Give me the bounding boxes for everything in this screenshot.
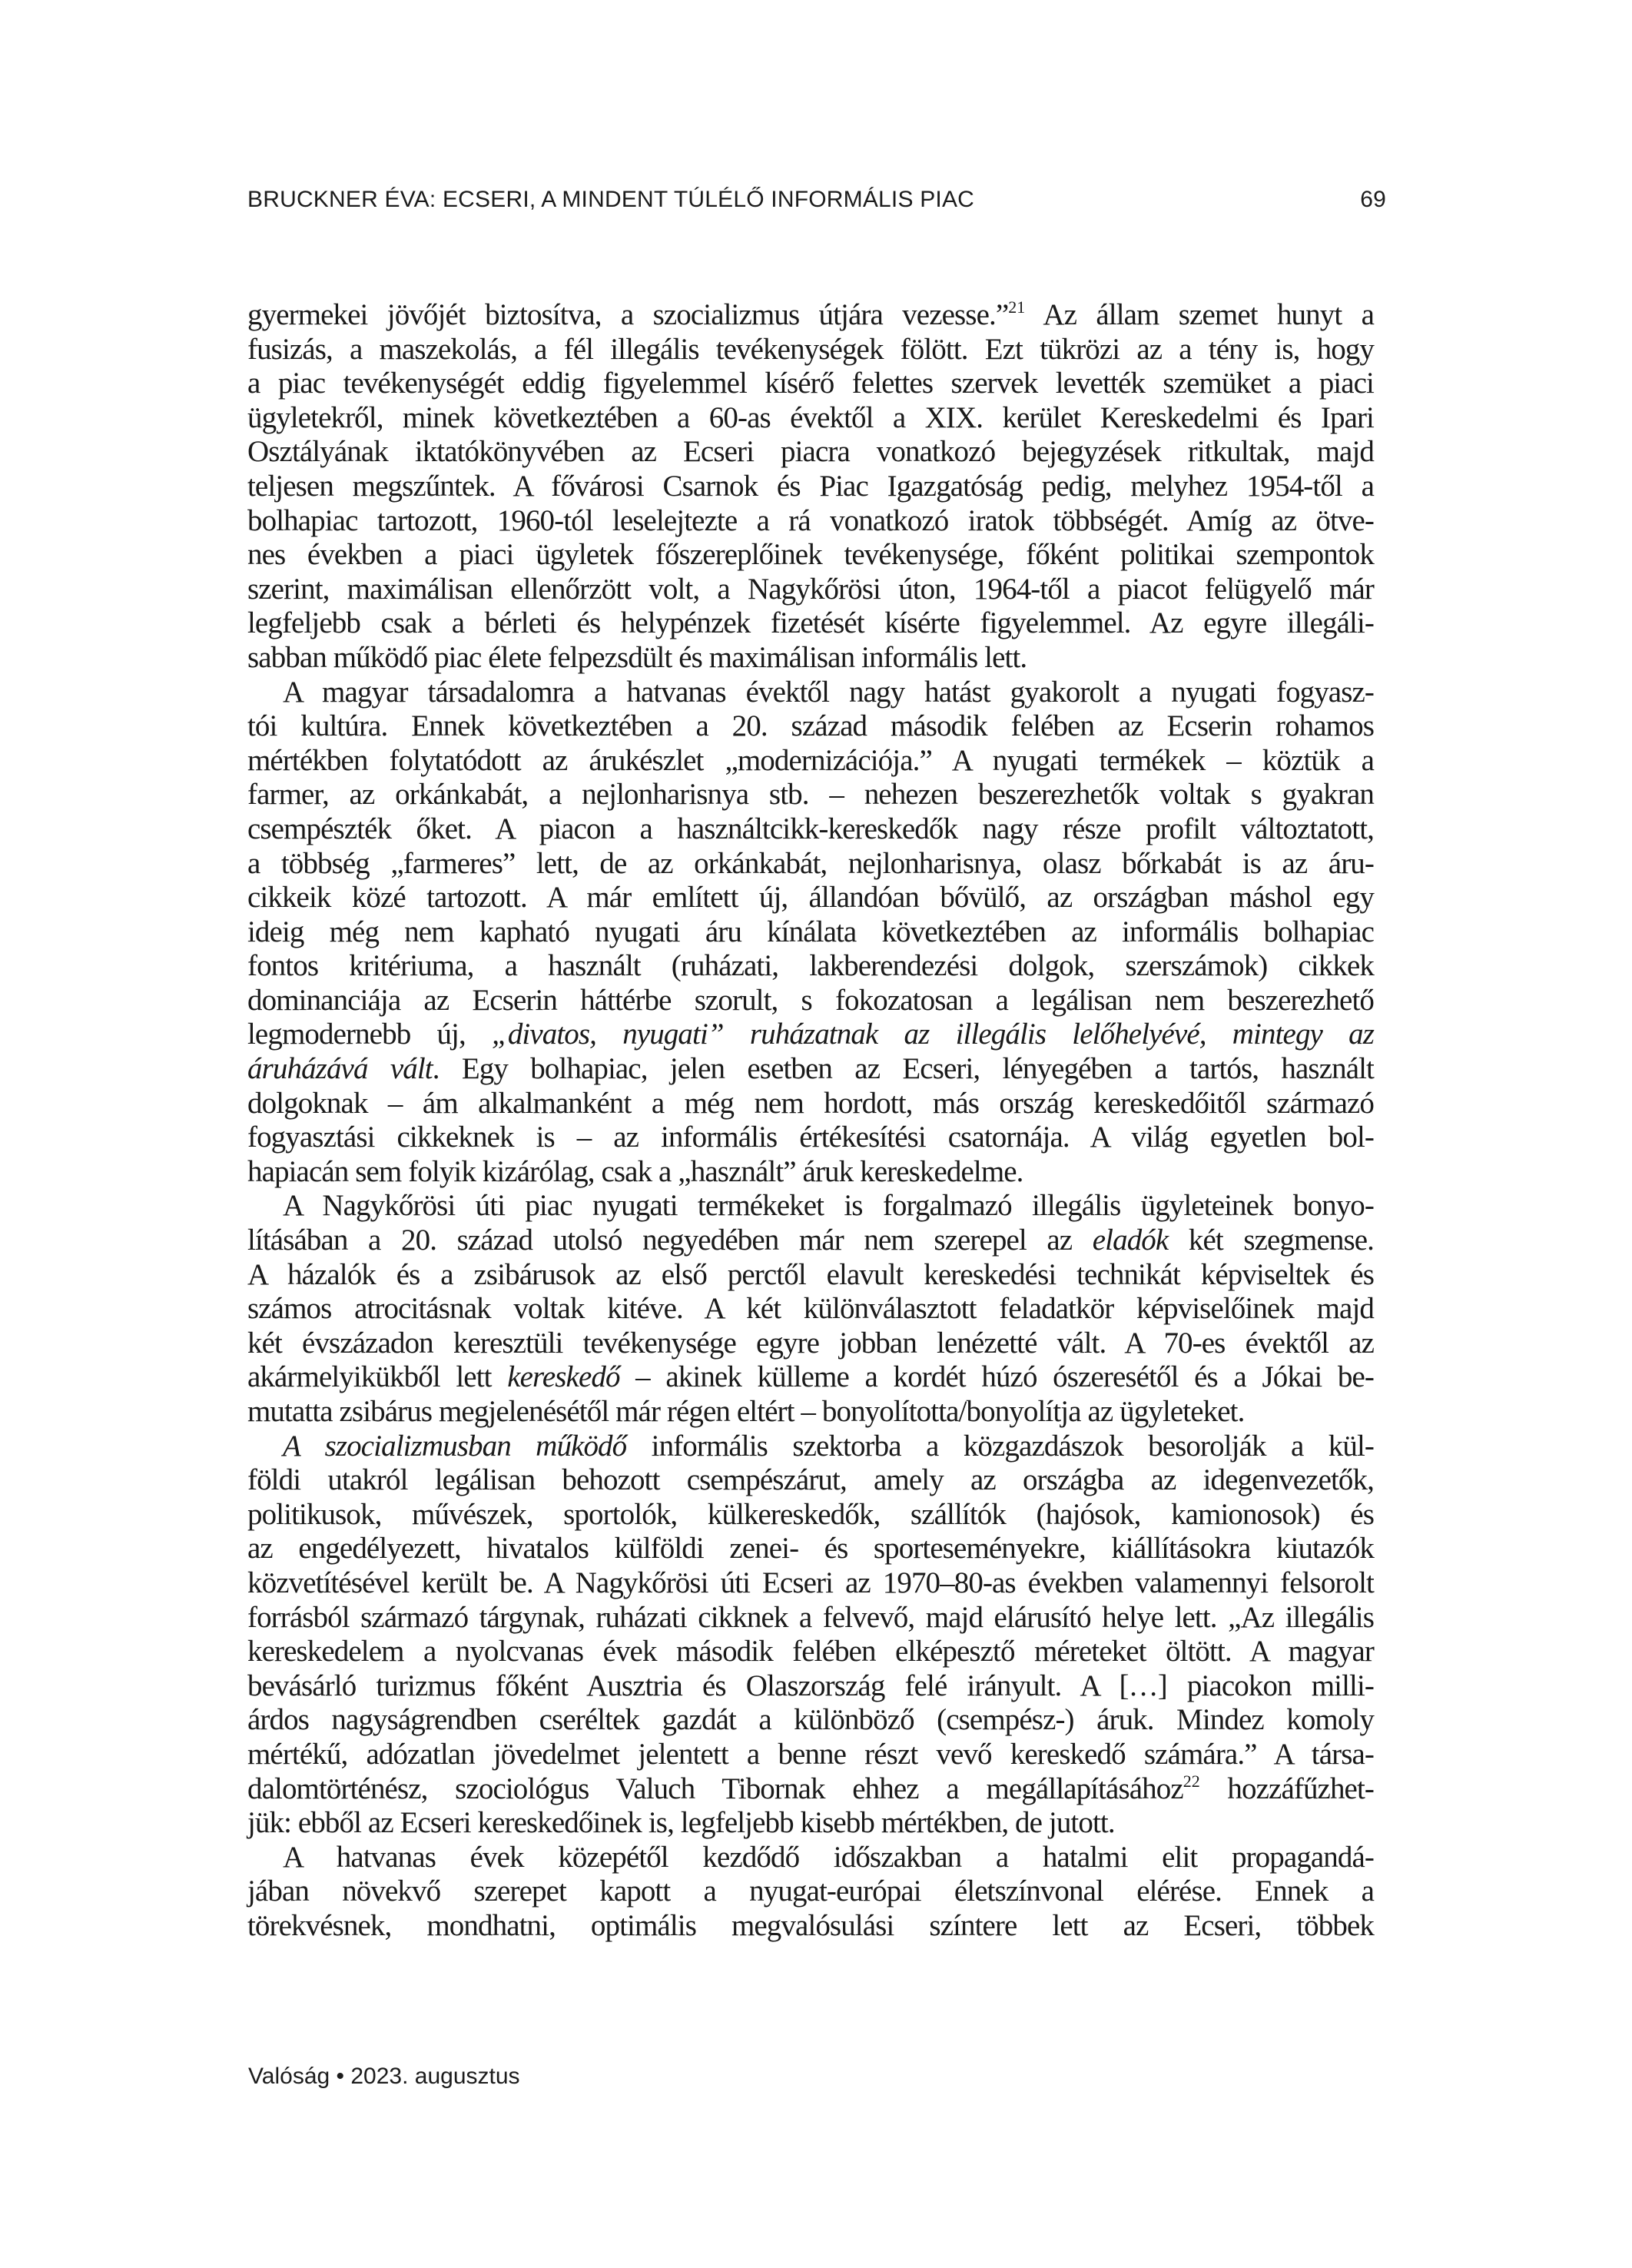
text-run: csempészték őket. A piacon a használtcikk-kereskedők nagy része profilt változtatott,: [247, 812, 1374, 845]
text-run: A hatvanas évek közepétől kezdődő időszakban a hatalmi elit propagandá-: [283, 1840, 1374, 1874]
text-run: kereskedelem a nyolcvanas évek második felében elképesztő méreteket öltött. A magyar: [247, 1635, 1374, 1669]
text-line: [247, 1155, 1374, 1190]
footnote-ref: 21: [1008, 297, 1026, 317]
text-line: [247, 1772, 1374, 1807]
text-line: [247, 709, 1374, 744]
text-run: . Egy bolhapiac, jelen esetben az Ecseri, lényegében a tartós, használt: [432, 1052, 1374, 1086]
text-line: [247, 778, 1374, 812]
running-header: [247, 187, 1392, 218]
text-run: jük: ebből az Ecseri kereskedőinek is, legfeljebb kisebb mértékben, de jutott.: [247, 1806, 1115, 1840]
text-line: [247, 812, 1374, 847]
text-run: bevásárló turizmus főként Ausztria és Olaszország felé irányult. A […] piacokon milli-: [247, 1669, 1374, 1702]
text-line: [247, 1395, 1374, 1430]
text-run: forrásból származó tárgynak, ruházati cikknek a felvevő, majd elárusító helye lett. „Az illegális: [247, 1600, 1374, 1634]
text-run: számos atrocitásnak voltak kitéve. A két különválasztott feladatkör képviselőinek majd: [247, 1292, 1374, 1326]
text-line: [247, 915, 1374, 950]
article-body: [247, 298, 1374, 1944]
text-run: Az állam szemet hunyt a: [1025, 298, 1374, 331]
text-run: jában növekvő szerepet kapott a nyugat-európai életszínvonal elérése. Ennek a: [247, 1875, 1374, 1908]
text-line: [247, 641, 1374, 676]
italic-text: kereskedő: [507, 1360, 620, 1394]
text-line: [247, 1327, 1374, 1361]
text-run: sabban működő piac élete felpezsdült és maximálisan informális lett.: [247, 640, 1027, 674]
text-line: [247, 606, 1374, 641]
text-line: [247, 1909, 1374, 1944]
text-run: az engedélyezett, hivatalos külföldi zenei- és sporteseményekre, kiállításokra kiutazók: [247, 1532, 1374, 1566]
text-line: [247, 401, 1374, 436]
italic-text: eladók: [1092, 1224, 1169, 1257]
text-run: dominanciája az Ecserin háttérbe szorult, s fokozatosan a legálisan nem beszerezhető: [247, 983, 1374, 1017]
text-line: [247, 1224, 1374, 1258]
text-line: [247, 1087, 1374, 1121]
text-run: A magyar társadalomra a hatvanas évektől nagy hatást gyakorolt a nyugati fogyasz-: [283, 675, 1374, 709]
text-run: – akinek külleme a kordét húzó ószeresétől és a Jókai be-: [619, 1360, 1374, 1394]
text-run: ideig még nem kapható nyugati áru kínálata következtében az informális bolhapiac: [247, 915, 1374, 948]
text-run: hapiacán sem folyik kizárólag, csak a „használt” áruk kereskedelme.: [247, 1154, 1023, 1188]
text-line: [247, 949, 1374, 984]
text-line: [247, 333, 1374, 367]
text-line: [247, 1841, 1374, 1875]
text-run: akármelyikükből lett: [247, 1360, 508, 1394]
text-run: teljesen megszűntek. A fővárosi Csarnok és Piac Igazgatóság pedig, melyhez 1954-től a: [247, 469, 1374, 503]
italic-text: A szocializmusban működő: [283, 1429, 627, 1463]
text-line: [247, 1018, 1374, 1052]
text-run: hozzáfűzhet-: [1199, 1772, 1374, 1805]
text-line: [247, 470, 1374, 504]
italic-text: áruházává vált: [247, 1052, 433, 1086]
text-run: nes években a piaci ügyletek főszereplőinek tevékenysége, főként politikai szempontok: [247, 538, 1374, 572]
page-footer: [248, 2064, 520, 2090]
text-run: cikkeik közé tartozott. A már említett új, állandóan bővülő, az országban máshol egy: [247, 881, 1374, 915]
text-run: politikusok, művészek, sportolók, külkereskedők, szállítók (hajósok, kamionosok) és: [247, 1497, 1374, 1531]
journal-issue: Valóság • 2023. augusztus: [248, 2064, 520, 2089]
text-line: [247, 1566, 1374, 1601]
text-run: mértékű, adózatlan jövedelmet jelentett a benne részt vevő kereskedő számára.” A társa-: [247, 1737, 1374, 1771]
text-run: Osztályának iktatókönyvében az Ecseri piacra vonatkozó bejegyzések ritkultak, majd: [247, 435, 1374, 469]
text-line: [247, 1463, 1374, 1498]
text-line: [247, 847, 1374, 882]
text-run: informális szektorba a közgazdászok besorolják a kül-: [626, 1429, 1374, 1463]
text-line: [247, 1189, 1374, 1224]
text-run: közvetítésével került be. A Nagykőrösi úti Ecseri az 1970–80-as években valamennyi felsorolt: [247, 1566, 1374, 1599]
text-line: [247, 435, 1374, 470]
paragraph: [247, 676, 1374, 1190]
text-run: mértékben folytatódott az árukészlet „modernizációja.” A nyugati termékek – köztük a: [247, 743, 1374, 777]
text-line: [247, 1430, 1374, 1464]
text-line: [247, 1532, 1374, 1566]
text-run: a piac tevékenységét eddig figyelemmel kísérő felettes szervek levették szemüket a piaci: [247, 367, 1374, 400]
text-line: [247, 1121, 1374, 1155]
text-line: [247, 1498, 1374, 1532]
text-run: árdos nagyságrendben cseréltek gazdát a különböző (csempész-) áruk. Mindez komoly: [247, 1703, 1374, 1737]
text-line: [247, 1738, 1374, 1772]
paragraph: [247, 1430, 1374, 1841]
page-number: 69: [1360, 187, 1386, 212]
text-line: [247, 1052, 1374, 1087]
text-line: [247, 1601, 1374, 1635]
text-run: gyermekei jövőjét biztosítva, a szocializmus útjára vezesse.”: [247, 298, 1009, 331]
text-line: [247, 1806, 1374, 1841]
text-run: ügyletekről, minek következtében a 60-as évektől a XIX. kerület Kereskedelmi és Ipari: [247, 400, 1374, 434]
text-line: [247, 881, 1374, 915]
text-run: A házalók és a zsibárusok az első perctől elavult kereskedési technikát képviseltek és: [247, 1257, 1374, 1291]
text-run: két évszázadon keresztüli tevékenysége egyre jobban lenézetté vált. A 70-es évektől az: [247, 1326, 1374, 1360]
text-run: fusizás, a maszekolás, a fél illegális tevékenységek fölött. Ezt tükrözi az a tény is, hogy: [247, 332, 1374, 366]
running-title: BRUCKNER ÉVA: ECSERI, A MINDENT TÚLÉLŐ INFORMÁLIS PIAC: [247, 187, 975, 212]
text-run: szerint, maximálisan ellenőrzött volt, a Nagykőrösi úton, 1964-től a piacot felügyelő már: [247, 572, 1374, 606]
text-run: legfeljebb csak a bérleti és helypénzek fizetését kísérte figyelemmel. Az egyre illegáli-: [247, 606, 1374, 640]
text-line: [247, 298, 1374, 333]
text-line: [247, 676, 1374, 710]
text-run: két szegmense.: [1168, 1224, 1375, 1257]
paragraph: [247, 1841, 1374, 1944]
text-run: dolgoknak – ám alkalmanként a még nem hordott, más ország kereskedőitől származó: [247, 1086, 1374, 1120]
text-line: [247, 1635, 1374, 1669]
text-run: a többség „farmeres” lett, de az orkánkabát, nejlonharisnya, olasz bőrkabát is az áru-: [247, 846, 1374, 880]
text-line: [247, 1258, 1374, 1293]
text-run: bolhapiac tartozott, 1960-tól leselejtezte a rá vonatkozó iratok többségét. Amíg az ötve-: [247, 503, 1374, 537]
text-run: tói kultúra. Ennek következtében a 20. század második felében az Ecserin rohamos: [247, 709, 1374, 743]
text-line: [247, 984, 1374, 1018]
paragraph: [247, 1189, 1374, 1429]
text-run: törekvésnek, mondhatni, optimális megvalósulási színtere lett az Ecseri, többek: [247, 1908, 1374, 1942]
text-line: [247, 504, 1374, 539]
text-run: fontos kritériuma, a használt (ruházati, lakberendezési dolgok, szerszámok) cikkek: [247, 949, 1374, 983]
text-run: mutatta zsibárus megjelenésétől már régen eltért – bonyolította/bonyolítja az ügyleteket.: [247, 1395, 1245, 1428]
text-run: A Nagykőrösi úti piac nyugati termékeket is forgalmazó illegális ügyleteinek bonyo-: [283, 1189, 1374, 1223]
text-line: [247, 744, 1374, 779]
text-run: farmer, az orkánkabát, a nejlonharisnya stb. – nehezen beszerezhetők voltak s gyakran: [247, 778, 1374, 812]
paragraph: [247, 298, 1374, 676]
text-run: földi utakról legálisan behozott csempészárut, amely az országba az idegenvezetők,: [247, 1463, 1374, 1497]
italic-text: „divatos, nyugati” ruházatnak az illegális lelőhelyévé, mintegy az: [492, 1018, 1375, 1051]
text-run: lításában a 20. század utolsó negyedében már nem szerepel az: [247, 1224, 1093, 1257]
text-line: [247, 1875, 1374, 1909]
text-line: [247, 573, 1374, 607]
text-line: [247, 1703, 1374, 1738]
text-line: [247, 1292, 1374, 1327]
text-run: fogyasztási cikkeknek is – az informális értékesítési csatornája. A világ egyetlen bol-: [247, 1121, 1374, 1154]
text-line: [247, 1360, 1374, 1395]
text-line: [247, 538, 1374, 573]
text-run: legmodernebb új,: [247, 1018, 493, 1051]
text-run: dalomtörténész, szociológus Valuch Tibornak ehhez a megállapításához: [247, 1772, 1183, 1805]
footnote-ref: 22: [1183, 1771, 1200, 1791]
text-line: [247, 1669, 1374, 1704]
text-line: [247, 367, 1374, 401]
